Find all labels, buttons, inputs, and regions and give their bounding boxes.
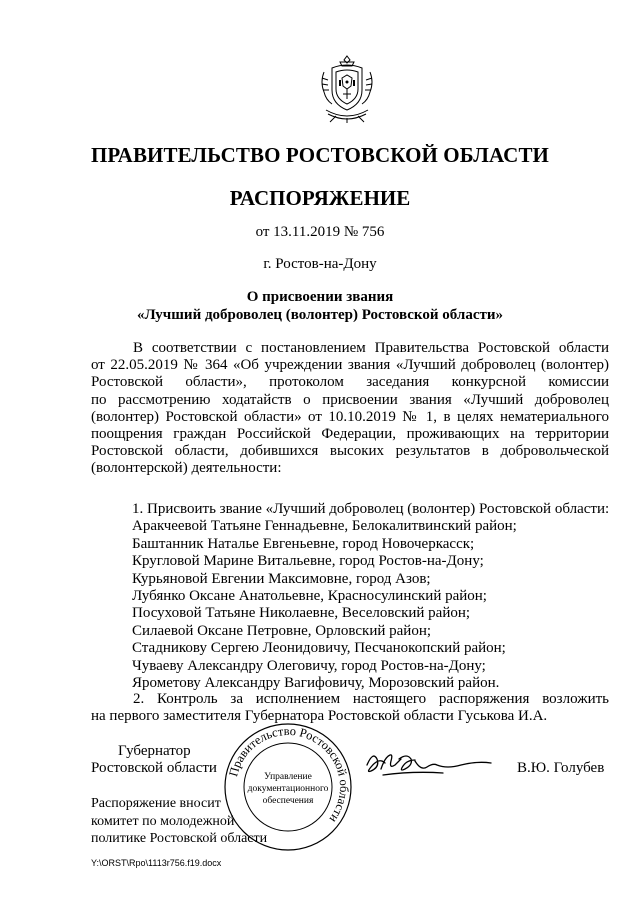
recipient-item: Лубянко Оксане Анатольевне, Красносулинский район; xyxy=(132,587,487,604)
seal-center-line: обеспечения xyxy=(262,796,314,806)
document-title-line: «Лучший доброволец (волонтер) Ростовской области» xyxy=(137,307,503,323)
seal-center-line: документационного xyxy=(247,784,329,794)
coat-of-arms-icon xyxy=(318,52,376,124)
preamble-line: Ростовской области, добившихся высоких результатов в добровольческой xyxy=(91,443,609,460)
preamble-paragraph xyxy=(91,340,609,478)
recipients-list xyxy=(132,501,612,692)
document-city: г. Ростов-на-Дону xyxy=(263,256,377,272)
submitted-by-line: комитет по молодежной xyxy=(91,813,235,829)
recipient-item: Посуховой Татьяне Николаевне, Веселовский район; xyxy=(132,605,471,622)
recipient-item: Аракчеевой Татьяне Геннадьевне, Белокалитвинский район; xyxy=(132,518,517,535)
preamble-line: Ростовской области», протоколом заседания конкурсной комиссии xyxy=(91,374,609,391)
seal-center-line: Управление xyxy=(264,772,312,782)
submitted-by-note xyxy=(91,795,267,848)
signatory-name: В.Ю. Голубев xyxy=(517,760,605,776)
preamble-line: (волонтерской) деятельности: xyxy=(91,460,282,477)
recipient-item: Силаевой Оксане Петровне, Орловский район; xyxy=(132,622,432,639)
seal-ring-text: Правительство Ростовской области xyxy=(226,723,352,826)
document-date-number: от 13.11.2019 № 756 xyxy=(255,224,385,240)
submitted-by-line: политике Ростовской области xyxy=(91,831,268,846)
recipient-item: Стадникову Сергею Леонидовичу, Песчанокопский район; xyxy=(132,640,506,657)
recipient-item: Кругловой Марине Витальевне, город Ростов-на-Дону; xyxy=(132,553,484,570)
recipient-item: Чуваеву Александру Олеговичу, город Ростов-на-Дону; xyxy=(132,657,486,674)
handwritten-signature xyxy=(363,745,493,785)
preamble-line: В соответствии с постановлением Правительства Ростовской области xyxy=(133,340,609,356)
submitted-by-line: Распоряжение вносит xyxy=(91,796,221,811)
control-line: 2. Контроль за исполнением настоящего распоряжения возложить xyxy=(133,691,609,707)
preamble-line: поощрения граждан Российской Федерации, проживающих на территории xyxy=(91,425,609,442)
recipient-item: Ярометову Александру Вагифовичу, Морозовский район. xyxy=(132,674,500,691)
recipient-item: Баштанник Наталье Евгеньевне, город Новочеркасск; xyxy=(132,535,475,552)
document-title xyxy=(0,288,640,324)
item1-header: 1. Присвоить звание «Лучший доброволец (волонтер) Ростовской области: xyxy=(132,501,610,517)
signatory-position-line2: Ростовской области xyxy=(91,760,217,776)
document-type: РАСПОРЯЖЕНИЕ xyxy=(229,186,411,210)
signatory-position-line1: Губернатор xyxy=(118,743,191,759)
preamble-line: по рассмотрению ходатайств о присвоении звания «Лучший доброволец xyxy=(91,391,609,408)
preamble-line: (волонтер) Ростовской области» от 10.10.2019 № 1, в целях нематериального xyxy=(91,408,609,425)
control-line: на первого заместителя Губернатора Ростовской области Гуськова И.А. xyxy=(91,708,548,725)
organization-name: ПРАВИТЕЛЬСТВО РОСТОВСКОЙ ОБЛАСТИ xyxy=(91,143,549,167)
document-title-line: О присвоении звания xyxy=(246,289,394,305)
file-path: Y:\ORST\Rpo\1113r756.f19.docx xyxy=(91,858,222,868)
preamble-line: от 22.05.2019 № 364 «Об учреждении звания «Лучший доброволец (волонтер) xyxy=(91,357,609,374)
recipient-item: Курьяновой Евгении Максимовне, город Азов; xyxy=(132,570,431,587)
